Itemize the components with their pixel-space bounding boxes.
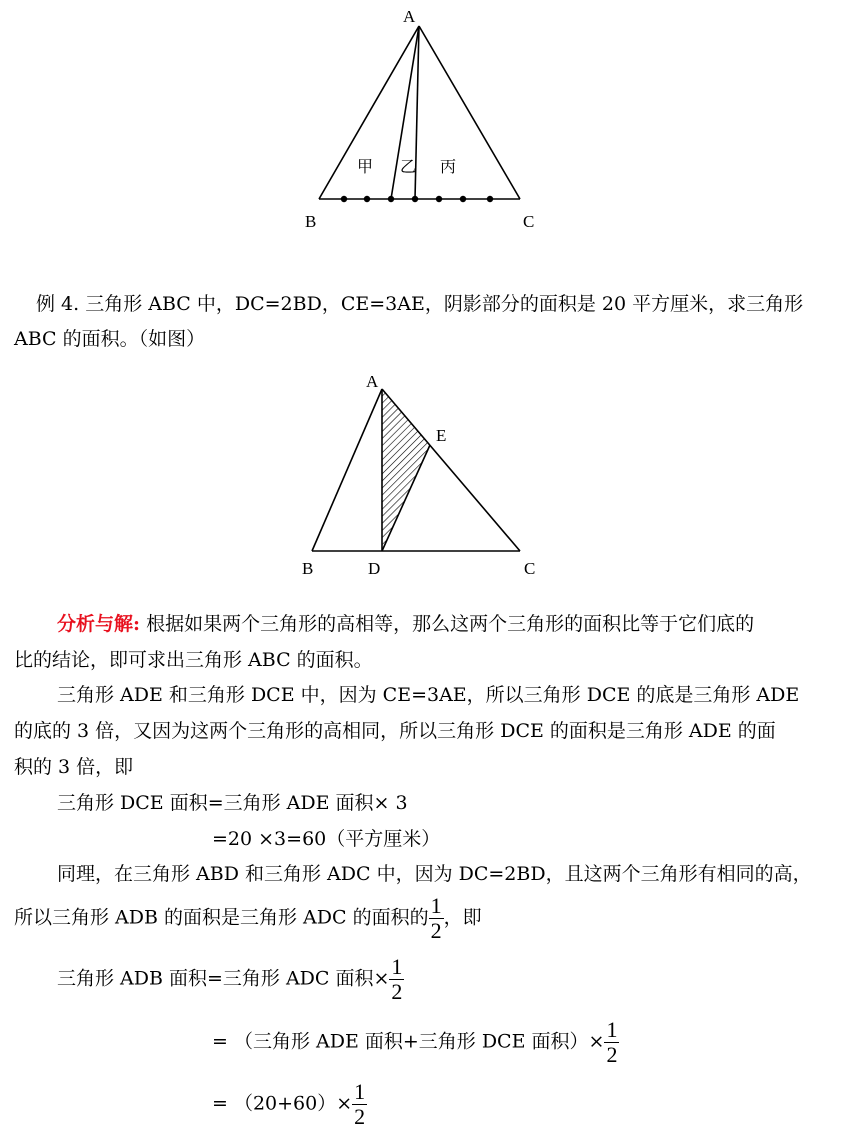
label-jia: 甲 (357, 157, 374, 176)
label-e: E (436, 426, 447, 445)
paragraph-3-line-1: 同理，在三角形 ABD 和三角形 ADC 中，因为 DC=2BD，且这两个三角形有相同的高， (57, 863, 812, 885)
label-b: B (302, 559, 314, 578)
equation-1: 三角形 DCE 面积=三角形 ADE 面积× 3 (57, 792, 408, 814)
paragraph-3-text: 所以三角形 ADB 的面积是三角形 ADC 的面积的 (14, 906, 429, 929)
label-bing: 丙 (440, 157, 457, 176)
fraction-one-half: $\frac{1}{2}$ (391, 954, 403, 1004)
label-d: D (368, 559, 381, 578)
fraction-one-half: $\frac{1}{2}$ (354, 1079, 366, 1129)
label-c: C (524, 559, 536, 578)
fraction-one-half: $\frac{1}{2}$ (606, 1017, 618, 1067)
equation-3-text: 三角形 ADB 面积=三角形 ADC 面积× (57, 967, 390, 990)
example-line-1: 例 4. 三角形 ABC 中，DC=2BD，CE=3AE，阴影部分的面积是 20 平方厘米，求三角形 (36, 293, 804, 315)
equation-4-text: = （三角形 ADE 面积+三角形 DCE 面积）× (212, 1030, 605, 1053)
equation-5-text: = （20+60）× (212, 1092, 353, 1115)
label-a: A (403, 7, 416, 26)
example-line-2: ABC 的面积。（如图） (14, 328, 206, 350)
shaded-region (382, 389, 430, 551)
paragraph-2-line-2: 的底的 3 倍，又因为这两个三角形的高相同，所以三角形 DCE 的面积是三角形 ADE 的面 (14, 720, 776, 742)
paragraph-3-line-2 (14, 894, 482, 943)
paragraph-2-line-3: 积的 3 倍，即 (14, 756, 134, 778)
paragraph-2-line-1: 三角形 ADE 和三角形 DCE 中，因为 CE=3AE，所以三角形 DCE 的底是三角形 ADE (57, 684, 800, 706)
analysis-title: 分析与解: (57, 613, 141, 635)
fraction-one-half: $\frac{1}{2}$ (430, 893, 442, 943)
label-a: A (366, 372, 379, 391)
equation-5 (212, 1080, 367, 1129)
analysis-line-1 (57, 612, 754, 636)
label-c: C (523, 212, 535, 231)
equation-4 (212, 1018, 619, 1067)
label-yi: 乙 (400, 157, 417, 176)
equation-3 (57, 955, 404, 1004)
analysis-line-2: 比的结论，即可求出三角形 ABC 的面积。 (14, 649, 373, 671)
equation-2: =20 ×3=60（平方厘米） (212, 828, 441, 850)
paragraph-3-suffix: ，即 (443, 906, 482, 929)
side-ab (312, 389, 382, 551)
label-b: B (305, 212, 317, 231)
analysis-text: 根据如果两个三角形的高相等，那么这两个三角形的面积比等于它们底的 (146, 613, 755, 635)
